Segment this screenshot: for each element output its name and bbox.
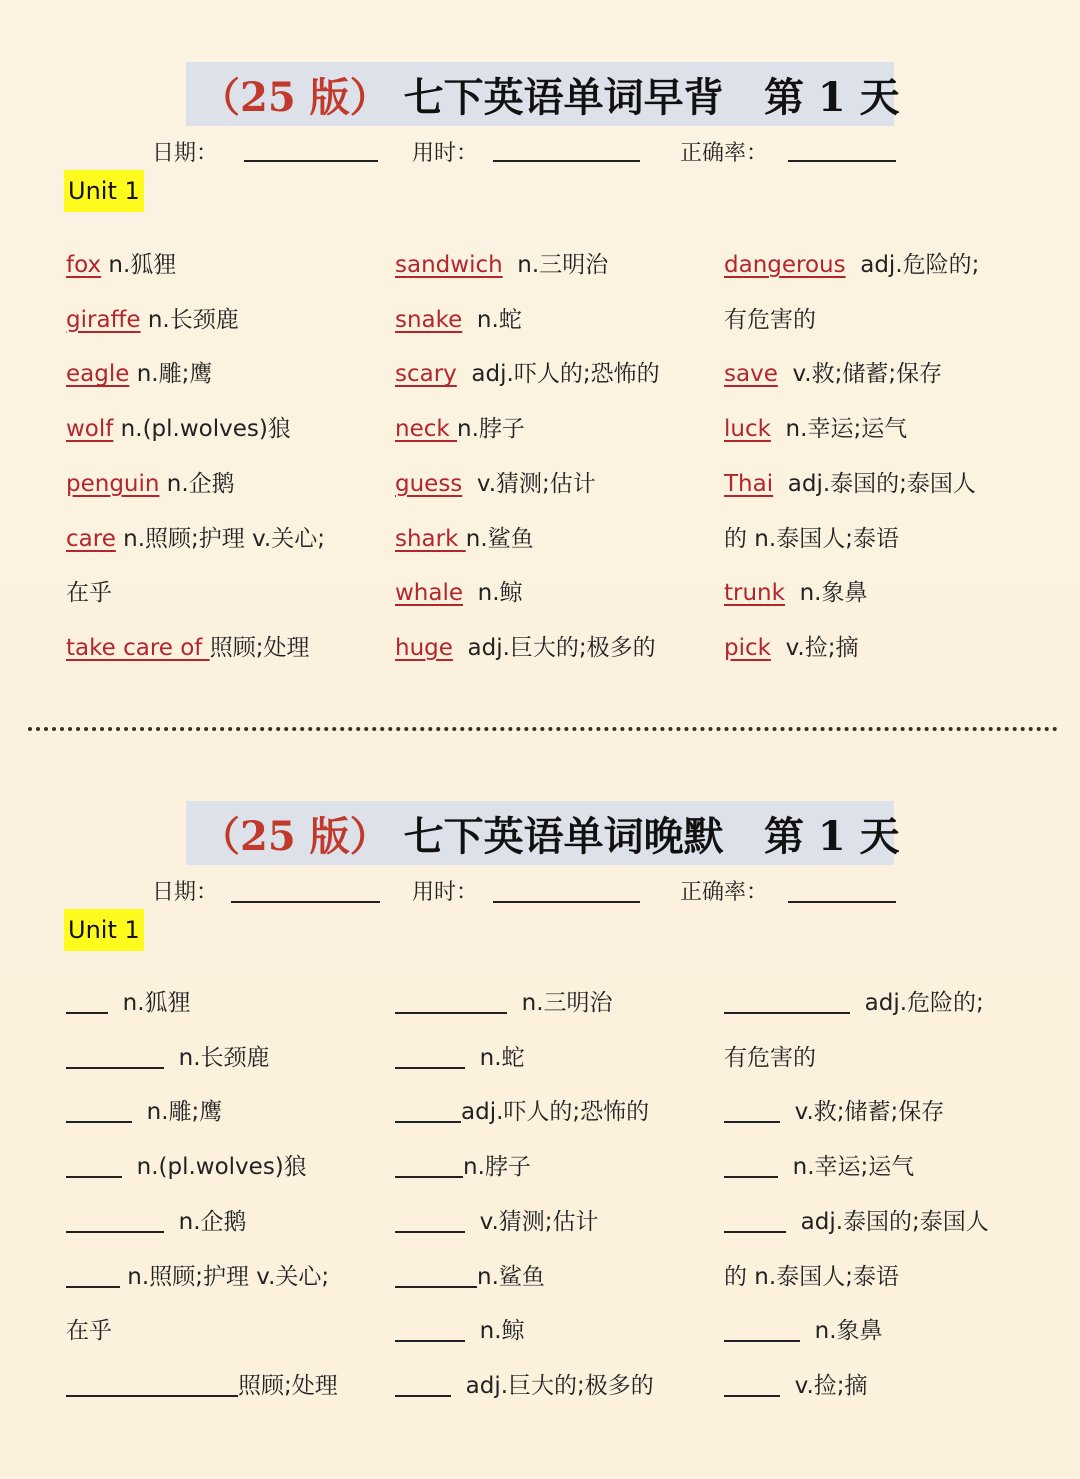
chinese-definition: n.(pl.wolves)狼 (113, 416, 291, 443)
chinese-definition: n.鲸 (465, 1318, 525, 1345)
word-entry (66, 1093, 222, 1126)
chinese-definition: v.捡;摘 (770, 634, 859, 661)
word-entry (66, 1312, 112, 1345)
chinese-definition: n.鲨鱼 (477, 1263, 545, 1290)
chinese-definition: 的 n.泰国人;泰语 (724, 1263, 899, 1290)
chinese-definition: n.长颈鹿 (164, 1044, 270, 1071)
chinese-definition: n.企鹅 (164, 1208, 247, 1235)
english-word: whale (395, 580, 464, 607)
time-label: 用时： (412, 141, 479, 166)
word-entry (724, 629, 858, 662)
word-entry (724, 301, 816, 334)
answer-blank[interactable] (66, 1045, 164, 1069)
english-word: pick (724, 634, 771, 661)
chinese-definition: n.脖子 (463, 1154, 531, 1181)
word-entry (724, 1093, 944, 1126)
word-entry (66, 1039, 270, 1072)
accuracy-blank[interactable] (788, 160, 896, 162)
word-entry (66, 465, 235, 498)
english-word: care (66, 525, 116, 552)
chinese-definition: n.照顾;护理 v.关心; (115, 525, 325, 552)
word-entry (66, 301, 239, 334)
accuracy-label: 正确率： (680, 141, 769, 166)
chinese-definition: n.雕;鹰 (132, 1099, 223, 1126)
title-version: （25 版） (200, 812, 390, 860)
answer-blank[interactable] (395, 1045, 465, 1069)
chinese-definition: adj.吓人的;恐怖的 (461, 1099, 650, 1126)
title-day: 第 1 天 (764, 812, 900, 860)
answer-blank[interactable] (395, 1318, 465, 1342)
english-word: scary (395, 361, 457, 388)
word-entry (395, 1148, 531, 1181)
chinese-definition: n.鲸 (463, 580, 523, 607)
chinese-definition: v.捡;摘 (780, 1372, 868, 1399)
chinese-definition: n.幸运;运气 (770, 416, 908, 443)
answer-blank[interactable] (724, 1209, 786, 1233)
accuracy-label: 正确率： (680, 880, 769, 905)
word-entry (395, 1203, 599, 1236)
chinese-definition: n.蛇 (465, 1044, 525, 1071)
answer-blank[interactable] (395, 1099, 461, 1123)
date-label: 日期： (152, 141, 219, 166)
word-entry (66, 410, 291, 443)
chinese-definition: n.鲨鱼 (465, 525, 534, 552)
word-entry (724, 410, 907, 443)
chinese-definition: v.救;储蓄;保存 (777, 361, 943, 388)
time-label: 用时： (412, 880, 479, 905)
title-main: 七下英语单词早背 (403, 73, 724, 121)
answer-blank[interactable] (66, 990, 108, 1014)
word-entry (395, 520, 534, 553)
word-entry (66, 984, 191, 1017)
chinese-definition: adj.泰国的;泰国人 (773, 470, 976, 497)
chinese-definition: v.猜测;估计 (465, 1208, 599, 1235)
answer-blank[interactable] (724, 1099, 780, 1123)
title-main: 七下英语单词晚默 (403, 812, 724, 860)
word-entry (395, 1093, 649, 1126)
word-entry (395, 1039, 525, 1072)
answer-blank[interactable] (724, 1154, 778, 1178)
word-entry (395, 410, 525, 443)
word-entry (724, 465, 976, 498)
word-entry (724, 1312, 883, 1345)
answer-blank[interactable] (66, 1099, 132, 1123)
english-word: fox (66, 252, 102, 278)
word-entry (395, 629, 656, 662)
word-entry (395, 984, 613, 1017)
chinese-definition: n.蛇 (462, 306, 522, 333)
english-word: penguin (66, 470, 160, 497)
accuracy-blank[interactable] (788, 901, 896, 903)
word-entry (66, 246, 176, 279)
word-entry (66, 574, 112, 607)
answer-blank[interactable] (395, 1373, 451, 1397)
chinese-definition: n.脖子 (457, 416, 525, 443)
word-entry (395, 574, 523, 607)
word-entry (724, 246, 979, 279)
word-entry (724, 1258, 899, 1291)
time-blank[interactable] (493, 901, 640, 903)
chinese-definition: 有危害的 (724, 306, 816, 333)
answer-blank[interactable] (395, 1209, 465, 1233)
word-entry (724, 1148, 914, 1181)
chinese-definition: n.照顾;护理 v.关心; (120, 1263, 330, 1290)
word-entry (724, 1039, 816, 1072)
title-day: 第 1 天 (764, 73, 900, 121)
english-word: wolf (66, 416, 114, 443)
english-word: eagle (66, 361, 130, 388)
chinese-definition: 照顾;处理 (209, 634, 310, 661)
chinese-definition: n.狐狸 (108, 990, 191, 1016)
english-word: giraffe (66, 306, 141, 333)
word-entry (724, 1203, 989, 1236)
english-word: guess (395, 470, 463, 497)
unit-badge: Unit 1 (64, 170, 144, 212)
word-entry (724, 355, 942, 388)
answer-blank[interactable] (66, 1373, 238, 1397)
chinese-definition: n.三明治 (507, 990, 613, 1016)
answer-blank[interactable] (395, 990, 507, 1014)
word-entry (66, 1367, 338, 1400)
word-entry (395, 355, 660, 388)
word-entry (395, 465, 596, 498)
english-word: huge (395, 634, 453, 661)
word-entry (66, 355, 212, 388)
chinese-definition: 照顾;处理 (238, 1372, 338, 1399)
chinese-definition: n.狐狸 (101, 252, 177, 278)
answer-blank[interactable] (724, 1373, 780, 1397)
word-entry (66, 1258, 329, 1291)
chinese-definition: adj.巨大的;极多的 (451, 1372, 654, 1399)
word-entry (395, 246, 608, 279)
chinese-definition: v.救;储蓄;保存 (780, 1099, 945, 1126)
english-word: sandwich (395, 252, 503, 278)
english-word: trunk (724, 580, 785, 607)
english-word: shark (395, 525, 466, 552)
chinese-definition: n.三明治 (502, 252, 609, 278)
english-word: Thai (724, 470, 774, 497)
english-word: luck (724, 416, 771, 443)
title-version: （25 版） (200, 73, 390, 121)
answer-blank[interactable] (66, 1209, 164, 1233)
word-entry (724, 984, 984, 1017)
chinese-definition: n.企鹅 (159, 470, 235, 497)
answer-blank[interactable] (66, 1154, 122, 1178)
time-blank[interactable] (493, 160, 640, 162)
answer-blank[interactable] (66, 1264, 120, 1288)
word-entry (724, 1367, 868, 1400)
answer-blank[interactable] (395, 1154, 463, 1178)
word-entry (724, 520, 899, 553)
chinese-definition: n.象鼻 (800, 1318, 883, 1345)
chinese-definition: n.幸运;运气 (778, 1154, 915, 1181)
answer-blank[interactable] (724, 990, 850, 1014)
word-entry (395, 1312, 525, 1345)
unit-badge: Unit 1 (64, 909, 144, 951)
word-entry (724, 574, 867, 607)
english-word: snake (395, 306, 463, 333)
chinese-definition: n.长颈鹿 (140, 306, 239, 333)
english-word: dangerous (724, 252, 846, 278)
chinese-definition: adj.吓人的;恐怖的 (456, 361, 660, 388)
date-blank[interactable] (244, 160, 378, 162)
chinese-definition: n.(pl.wolves)狼 (122, 1154, 307, 1181)
chinese-definition: 的 n.泰国人;泰语 (724, 525, 899, 552)
word-entry (66, 520, 325, 553)
chinese-definition: 在乎 (66, 1318, 112, 1345)
word-entry (395, 1367, 654, 1400)
chinese-definition: adj.危险的; (845, 252, 980, 278)
chinese-definition: adj.危险的; (850, 990, 984, 1016)
chinese-definition: 有危害的 (724, 1044, 816, 1071)
chinese-definition: n.雕;鹰 (129, 361, 213, 388)
word-entry (395, 301, 522, 334)
answer-blank[interactable] (724, 1318, 800, 1342)
date-label: 日期： (152, 880, 219, 905)
morning-title (186, 62, 900, 126)
date-blank[interactable] (231, 901, 380, 903)
chinese-definition: v.猜测;估计 (462, 470, 596, 497)
word-entry (66, 629, 309, 662)
chinese-definition: 在乎 (66, 580, 112, 607)
answer-blank[interactable] (395, 1264, 477, 1288)
english-word: neck (395, 416, 458, 443)
section-divider (28, 727, 1058, 731)
chinese-definition: adj.巨大的;极多的 (452, 634, 656, 661)
chinese-definition: n.象鼻 (784, 580, 868, 607)
chinese-definition: adj.泰国的;泰国人 (786, 1208, 989, 1235)
word-entry (66, 1203, 247, 1236)
english-word: take care of (66, 634, 210, 661)
word-entry (395, 1258, 545, 1291)
english-word: save (724, 361, 778, 388)
word-entry (66, 1148, 307, 1181)
evening-title (186, 801, 900, 865)
